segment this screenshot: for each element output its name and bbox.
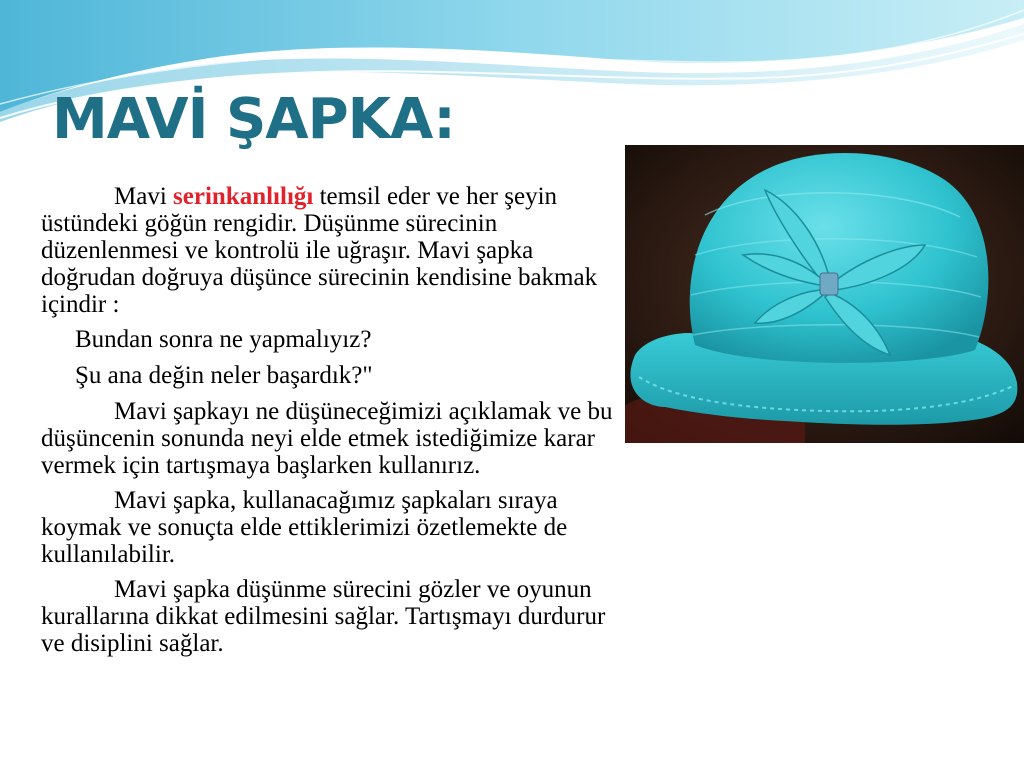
blue-hat-photo bbox=[625, 145, 1024, 443]
paragraph-3: Mavi şapka, kullanacağımız şapkaları sıraya koymak ve sonuçta elde ettiklerimizi özetlemekte de kullanılabilir. bbox=[41, 487, 568, 568]
paragraph-1-rest: temsil eder ve her şeyin üstündeki göğün rengidir. Düşünme sürecinin düzenlenmesi ve kontrolü ile uğraşır. Mavi şapka doğrudan doğruya düşünce sürecinin kendisine bakmak içindir : bbox=[41, 183, 598, 318]
slide-body bbox=[41, 183, 621, 665]
slide-title: MAVİ ŞAPKA: bbox=[52, 87, 455, 152]
paragraph-2: Mavi şapkayı ne düşüneceğimizi açıklamak ve bu düşüncenin sonunda neyi elde etmek istediğimize karar vermek için tartışmaya başlarken kullanırız. bbox=[41, 398, 613, 479]
highlight-word: serinkanlılığı bbox=[173, 183, 314, 210]
paragraph-1 bbox=[41, 183, 621, 318]
question-2: Şu ana değin neler başardık?" bbox=[75, 362, 373, 389]
paragraph-1-start: Mavi bbox=[114, 183, 174, 210]
question-1: Bundan sonra ne yapmalıyız? bbox=[75, 326, 372, 353]
paragraph-4: Mavi şapka düşünme sürecini gözler ve oyunun kurallarına dikkat edilmesini sağlar. Tartışmayı durdurur ve disiplini sağlar. bbox=[41, 576, 606, 657]
